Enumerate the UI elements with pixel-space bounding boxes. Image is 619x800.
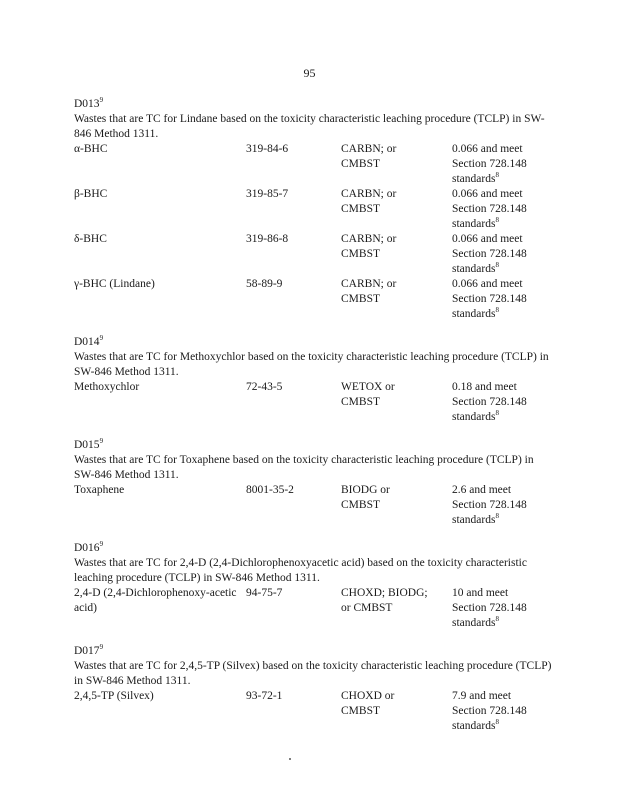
waste-code-label: D017 <box>74 645 100 657</box>
waste-code <box>74 644 554 659</box>
technology-code <box>341 277 451 307</box>
treatment-standard <box>452 689 554 734</box>
constituent-row <box>74 142 554 187</box>
constituent-name: 2,4,5-TP (Silvex) <box>74 690 154 702</box>
cas-number: 94-75-7 <box>246 587 283 599</box>
constituent-row <box>74 483 554 528</box>
waste-description: Wastes that are TC for Methoxychlor based on the toxicity characteristic leaching procedure (TCLP) in SW-846 Method 1311. <box>74 351 549 378</box>
standard-line: 0.18 and meet <box>452 381 517 393</box>
technology-line: CMBST <box>341 396 380 408</box>
constituent-name: α-BHC <box>74 143 108 155</box>
technology-line: CHOXD; BIODG; <box>341 587 428 599</box>
treatment-standard <box>452 232 554 277</box>
standard-text: standards <box>452 263 496 275</box>
technology-line: CHOXD or <box>341 690 395 702</box>
standard-text: standards <box>452 720 496 732</box>
constituent-name: γ-BHC (Lindane) <box>74 278 155 290</box>
standard-line: Section 728.148 <box>452 499 527 511</box>
cas-number: 319-85-7 <box>246 188 289 200</box>
standard-line <box>452 172 554 187</box>
treatment-standard <box>452 142 554 187</box>
waste-code <box>74 438 554 453</box>
waste-code-section <box>74 335 554 425</box>
standard-line: 0.066 and meet <box>452 188 523 200</box>
treatment-standard <box>452 586 554 631</box>
waste-description: Wastes that are TC for Toxaphene based on the toxicity characteristic leaching procedure (TCLP) in SW-846 Method 1311. <box>74 454 534 481</box>
standard-line <box>452 513 554 528</box>
footnote-marker: 8 <box>495 409 499 418</box>
standard-line: Section 728.148 <box>452 248 527 260</box>
constituent-row <box>74 380 554 425</box>
technology-line: CMBST <box>341 293 380 305</box>
standard-text: standards <box>452 173 496 185</box>
footnote-marker: 9 <box>99 437 104 446</box>
footnote-marker: 9 <box>99 540 104 549</box>
standard-text: standards <box>452 617 496 629</box>
standard-text: standards <box>452 514 496 526</box>
standard-line <box>452 719 554 734</box>
treatment-standard <box>452 380 554 425</box>
constituent-row <box>74 689 554 734</box>
standard-line: Section 728.148 <box>452 203 527 215</box>
footnote-marker: 8 <box>495 171 499 180</box>
technology-line: CARBN; or <box>341 233 397 245</box>
technology-code <box>341 483 451 513</box>
standard-text: standards <box>452 411 496 423</box>
standard-line <box>452 217 554 232</box>
footnote-marker: 8 <box>495 216 499 225</box>
waste-description: Wastes that are TC for 2,4,5-TP (Silvex) based on the toxicity characteristic leaching procedure (TCLP) in SW-846 Method 1311. <box>74 660 552 687</box>
technology-code <box>341 689 451 719</box>
constituent-row <box>74 586 554 631</box>
standard-line: Section 728.148 <box>452 396 527 408</box>
standard-line: 0.066 and meet <box>452 233 523 245</box>
technology-code <box>341 586 451 616</box>
standard-line <box>452 307 554 322</box>
cas-number: 93-72-1 <box>246 690 283 702</box>
cas-number: 72-43-5 <box>246 381 283 393</box>
footnote-marker: 9 <box>99 96 104 105</box>
standard-text: standards <box>452 218 496 230</box>
cas-number: 319-84-6 <box>246 143 289 155</box>
technology-line: CMBST <box>341 203 380 215</box>
technology-code <box>341 232 451 262</box>
cas-number: 8001-35-2 <box>246 484 294 496</box>
waste-code-section <box>74 541 554 631</box>
waste-code <box>74 541 554 556</box>
technology-code <box>341 380 451 410</box>
waste-code-label: D016 <box>74 542 100 554</box>
standard-line: 0.066 and meet <box>452 143 523 155</box>
waste-code-section <box>74 97 554 322</box>
cas-number: 58-89-9 <box>246 278 283 290</box>
technology-line: CARBN; or <box>341 143 397 155</box>
standard-line: 0.066 and meet <box>452 278 523 290</box>
constituent-row <box>74 277 554 322</box>
standard-line: 2.6 and meet <box>452 484 512 496</box>
technology-line: or CMBST <box>341 602 393 614</box>
waste-code-section <box>74 644 554 734</box>
treatment-standard <box>452 187 554 232</box>
constituent-name: δ-BHC <box>74 233 107 245</box>
footnote-marker: 8 <box>495 261 499 270</box>
technology-line: CMBST <box>341 499 380 511</box>
technology-line: WETOX or <box>341 381 395 393</box>
technology-line: CMBST <box>341 705 380 717</box>
treatment-standard <box>452 483 554 528</box>
treatment-standard <box>452 277 554 322</box>
constituent-name: Toxaphene <box>74 484 125 496</box>
footnote-marker: 8 <box>495 512 499 521</box>
standard-line <box>452 616 554 631</box>
constituent-row <box>74 187 554 232</box>
footnote-marker: 9 <box>99 643 104 652</box>
footnote-marker: 9 <box>99 334 104 343</box>
standard-line: Section 728.148 <box>452 158 527 170</box>
footnote-marker: 8 <box>495 615 499 624</box>
standard-line: Section 728.148 <box>452 705 527 717</box>
waste-code-label: D015 <box>74 439 100 451</box>
constituent-name: Methoxychlor <box>74 381 140 393</box>
standard-line <box>452 410 554 425</box>
technology-code <box>341 187 451 217</box>
page-number: 95 <box>303 66 316 80</box>
standard-line <box>452 262 554 277</box>
waste-description: Wastes that are TC for 2,4-D (2,4-Dichlorophenoxyacetic acid) based on the toxicity characteristic leaching procedure (TCLP) in SW-846 Method 1311. <box>74 557 527 584</box>
technology-line: CARBN; or <box>341 278 397 290</box>
standard-text: standards <box>452 308 496 320</box>
technology-line: CMBST <box>341 248 380 260</box>
technology-line: CARBN; or <box>341 188 397 200</box>
document-body <box>74 97 554 747</box>
waste-code-label: D014 <box>74 336 100 348</box>
standard-line: Section 728.148 <box>452 602 527 614</box>
constituent-name: β-BHC <box>74 188 108 200</box>
waste-code-label: D013 <box>74 98 100 110</box>
cas-number: 319-86-8 <box>246 233 289 245</box>
waste-code-section <box>74 438 554 528</box>
waste-description: Wastes that are TC for Lindane based on the toxicity characteristic leaching procedure (TCLP) in SW-846 Method 1311. <box>74 113 545 140</box>
scan-speck <box>289 758 291 760</box>
technology-line: CMBST <box>341 158 380 170</box>
constituent-row <box>74 232 554 277</box>
constituent-name: 2,4-D (2,4-Dichlorophenoxy-acetic acid) <box>74 587 237 614</box>
waste-code <box>74 97 554 112</box>
standard-line: 7.9 and meet <box>452 690 512 702</box>
standard-line: 10 and meet <box>452 587 509 599</box>
technology-line: BIODG or <box>341 484 390 496</box>
footnote-marker: 8 <box>495 718 499 727</box>
footnote-marker: 8 <box>495 306 499 315</box>
standard-line: Section 728.148 <box>452 293 527 305</box>
waste-code <box>74 335 554 350</box>
technology-code <box>341 142 451 172</box>
